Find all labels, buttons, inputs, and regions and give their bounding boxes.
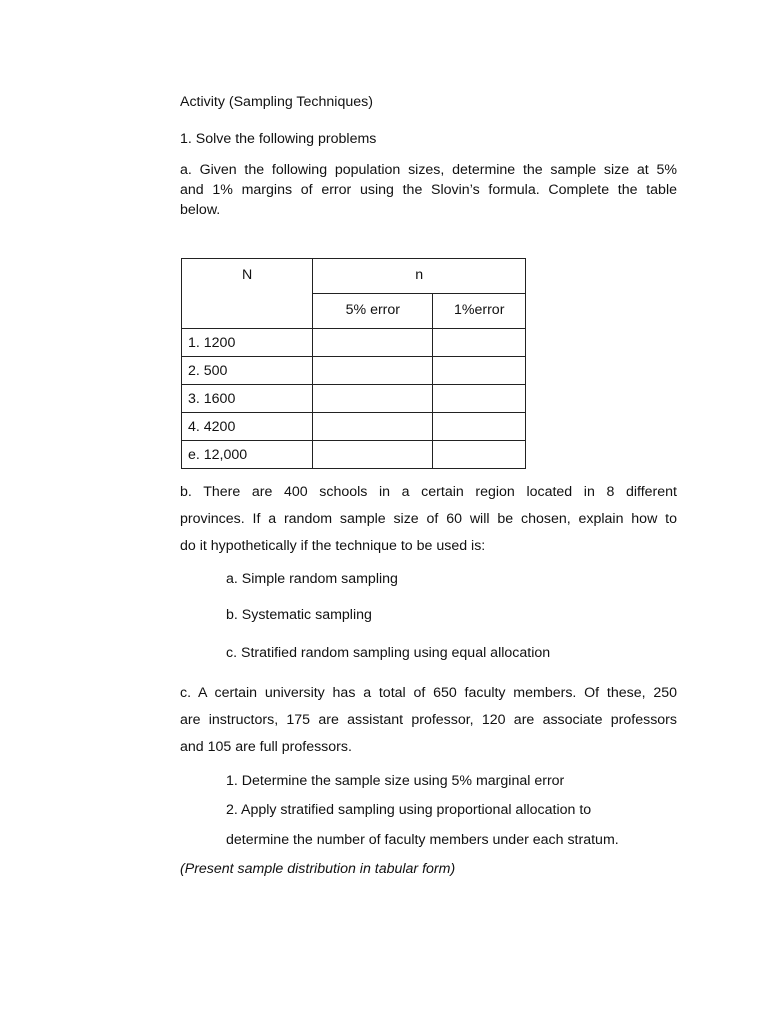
question-b-line: provinces. If a random sample size of 60 will be chosen, explain how to [180,511,677,527]
question-b-line: b. There are 400 schools in a certain region located in 8 different [180,484,677,500]
table-cell-empty[interactable] [313,357,433,385]
table-row [182,413,526,441]
list-item: 2. Apply stratified sampling using proportional allocation to [226,802,592,818]
question-a-line: and 1% margins of error using the Slovin’s formula. Complete the table [180,182,677,198]
question-b [180,479,677,560]
question-a-line: below. [180,202,221,218]
question-c-line: c. A certain university has a total of 650 faculty members. Of these, 250 [180,685,677,701]
list-item: a. Simple random sampling [226,571,398,587]
question-a-line: a. Given the following population sizes, determine the sample size at 5% [180,162,677,178]
table-cell-empty[interactable] [313,329,433,357]
table-row [182,357,526,385]
table-row [182,329,526,357]
header-n: n [313,259,526,294]
table-cell-empty[interactable] [433,385,526,413]
table-cell-empty[interactable] [433,357,526,385]
table-row [182,385,526,413]
table-cell-N: e. 12,000 [182,441,313,469]
table-cell-N: 4. 4200 [182,413,313,441]
table-cell-N: 1. 1200 [182,329,313,357]
table-cell-empty[interactable] [433,413,526,441]
question-c-line: are instructors, 175 are assistant professor, 120 are associate professors [180,712,677,728]
table-row [182,441,526,469]
header-5-error: 5% error [313,294,433,329]
sample-size-table [181,258,526,469]
question-a [180,160,677,220]
table-cell-empty[interactable] [433,329,526,357]
question-c-line: and 105 are full professors. [180,739,352,755]
list-item: 1. Determine the sample size using 5% marginal error [226,773,565,789]
table-cell-empty[interactable] [313,413,433,441]
list-item: determine the number of faculty members under each stratum. [226,832,619,848]
table-cell-empty[interactable] [313,441,433,469]
note: (Present sample distribution in tabular form) [180,861,456,877]
header-1-error: 1%error [433,294,526,329]
table-cell-empty[interactable] [433,441,526,469]
table-cell-N: 2. 500 [182,357,313,385]
question-c [180,680,677,761]
instruction-heading: 1. Solve the following problems [180,131,377,147]
table-cell-N: 3. 1600 [182,385,313,413]
question-b-line: do it hypothetically if the technique to be used is: [180,538,486,554]
page-title: Activity (Sampling Techniques) [180,94,373,110]
header-N: N [182,259,313,329]
table-cell-empty[interactable] [313,385,433,413]
list-item: c. Stratified random sampling using equal allocation [226,645,551,661]
list-item: b. Systematic sampling [226,607,372,623]
